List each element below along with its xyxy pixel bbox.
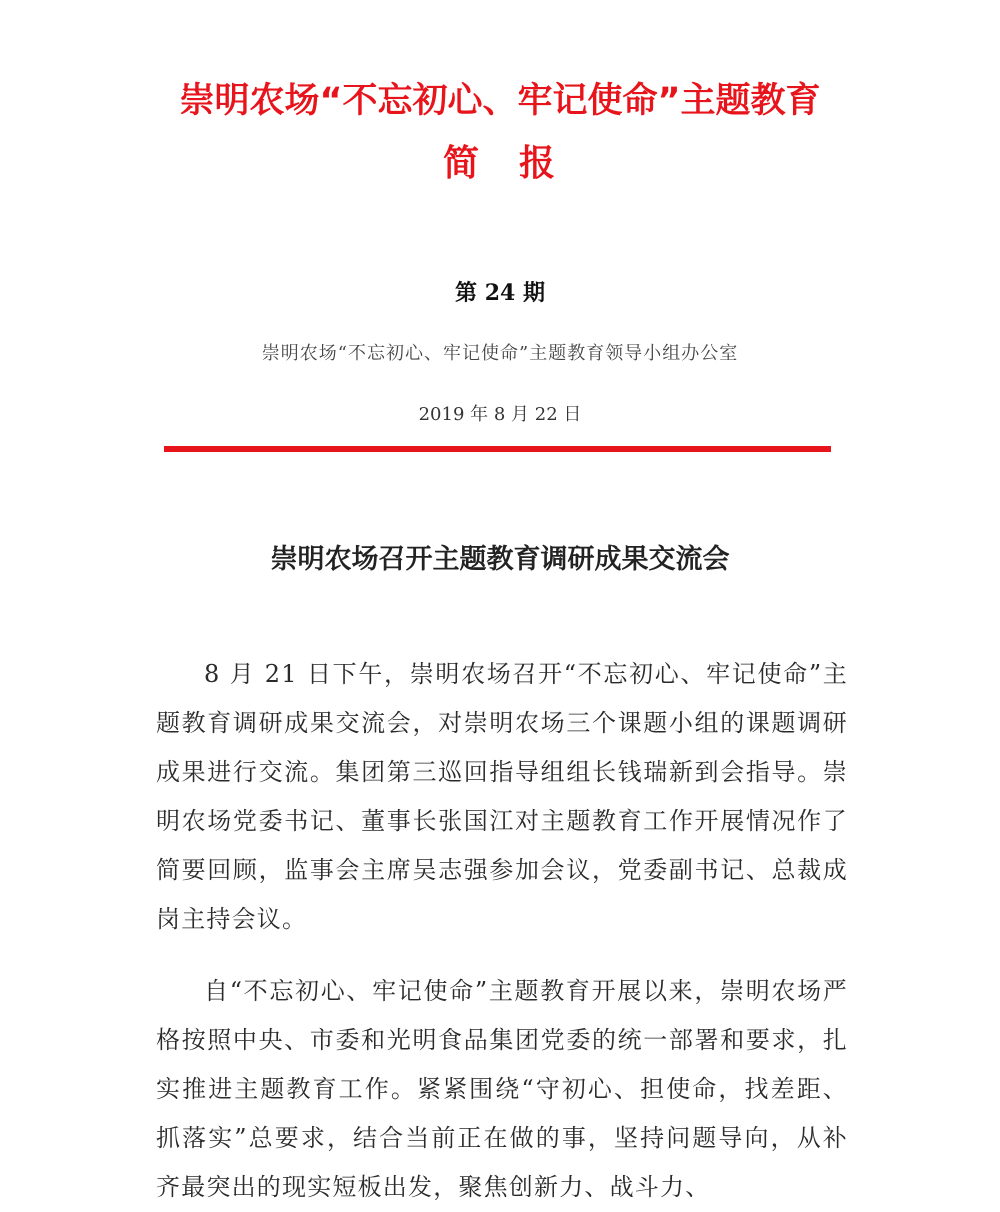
article-title: 崇明农场召开主题教育调研成果交流会 [270,544,730,576]
issue-date: 2019 年 8 月 22 日 [418,404,582,425]
article-paragraph-2: 自“不忘初心、牢记使命”主题教育开展以来，崇明农场严格按照中央、市委和光明食品集团党委的统一部署和要求，扎实推进主题教育工作。紧紧围绕“守初心、担使命，找差距、抓落实”总要求，结合当前正在做的事，坚持问题导向，从补齐最突出的现实短板出发，聚焦创新力、战斗力、 [156,977,848,1201]
bulletin-subtitle: 简 报 [442,143,557,184]
red-divider-line [164,446,831,452]
article-paragraph-1: 8 月 21 日下午，崇明农场召开“不忘初心、牢记使命”主题教育调研成果交流会，对崇明农场三个课题小组的课题调研成果进行交流。集团第三巡回指导组组长钱瑞新到会指导。崇明农场党委书记、董事长张国江对主题教育工作开展情况作了简要回顾，监事会主席吴志强参加会议，党委副书记、总裁成岗主持会议。 [156,660,848,933]
issue-number: 第 24 期 [455,280,545,306]
bulletin-title: 崇明农场“不忘初心、牢记使命”主题教育 [179,81,821,121]
issuing-office: 崇明农场“不忘初心、牢记使命”主题教育领导小组办公室 [261,343,739,364]
